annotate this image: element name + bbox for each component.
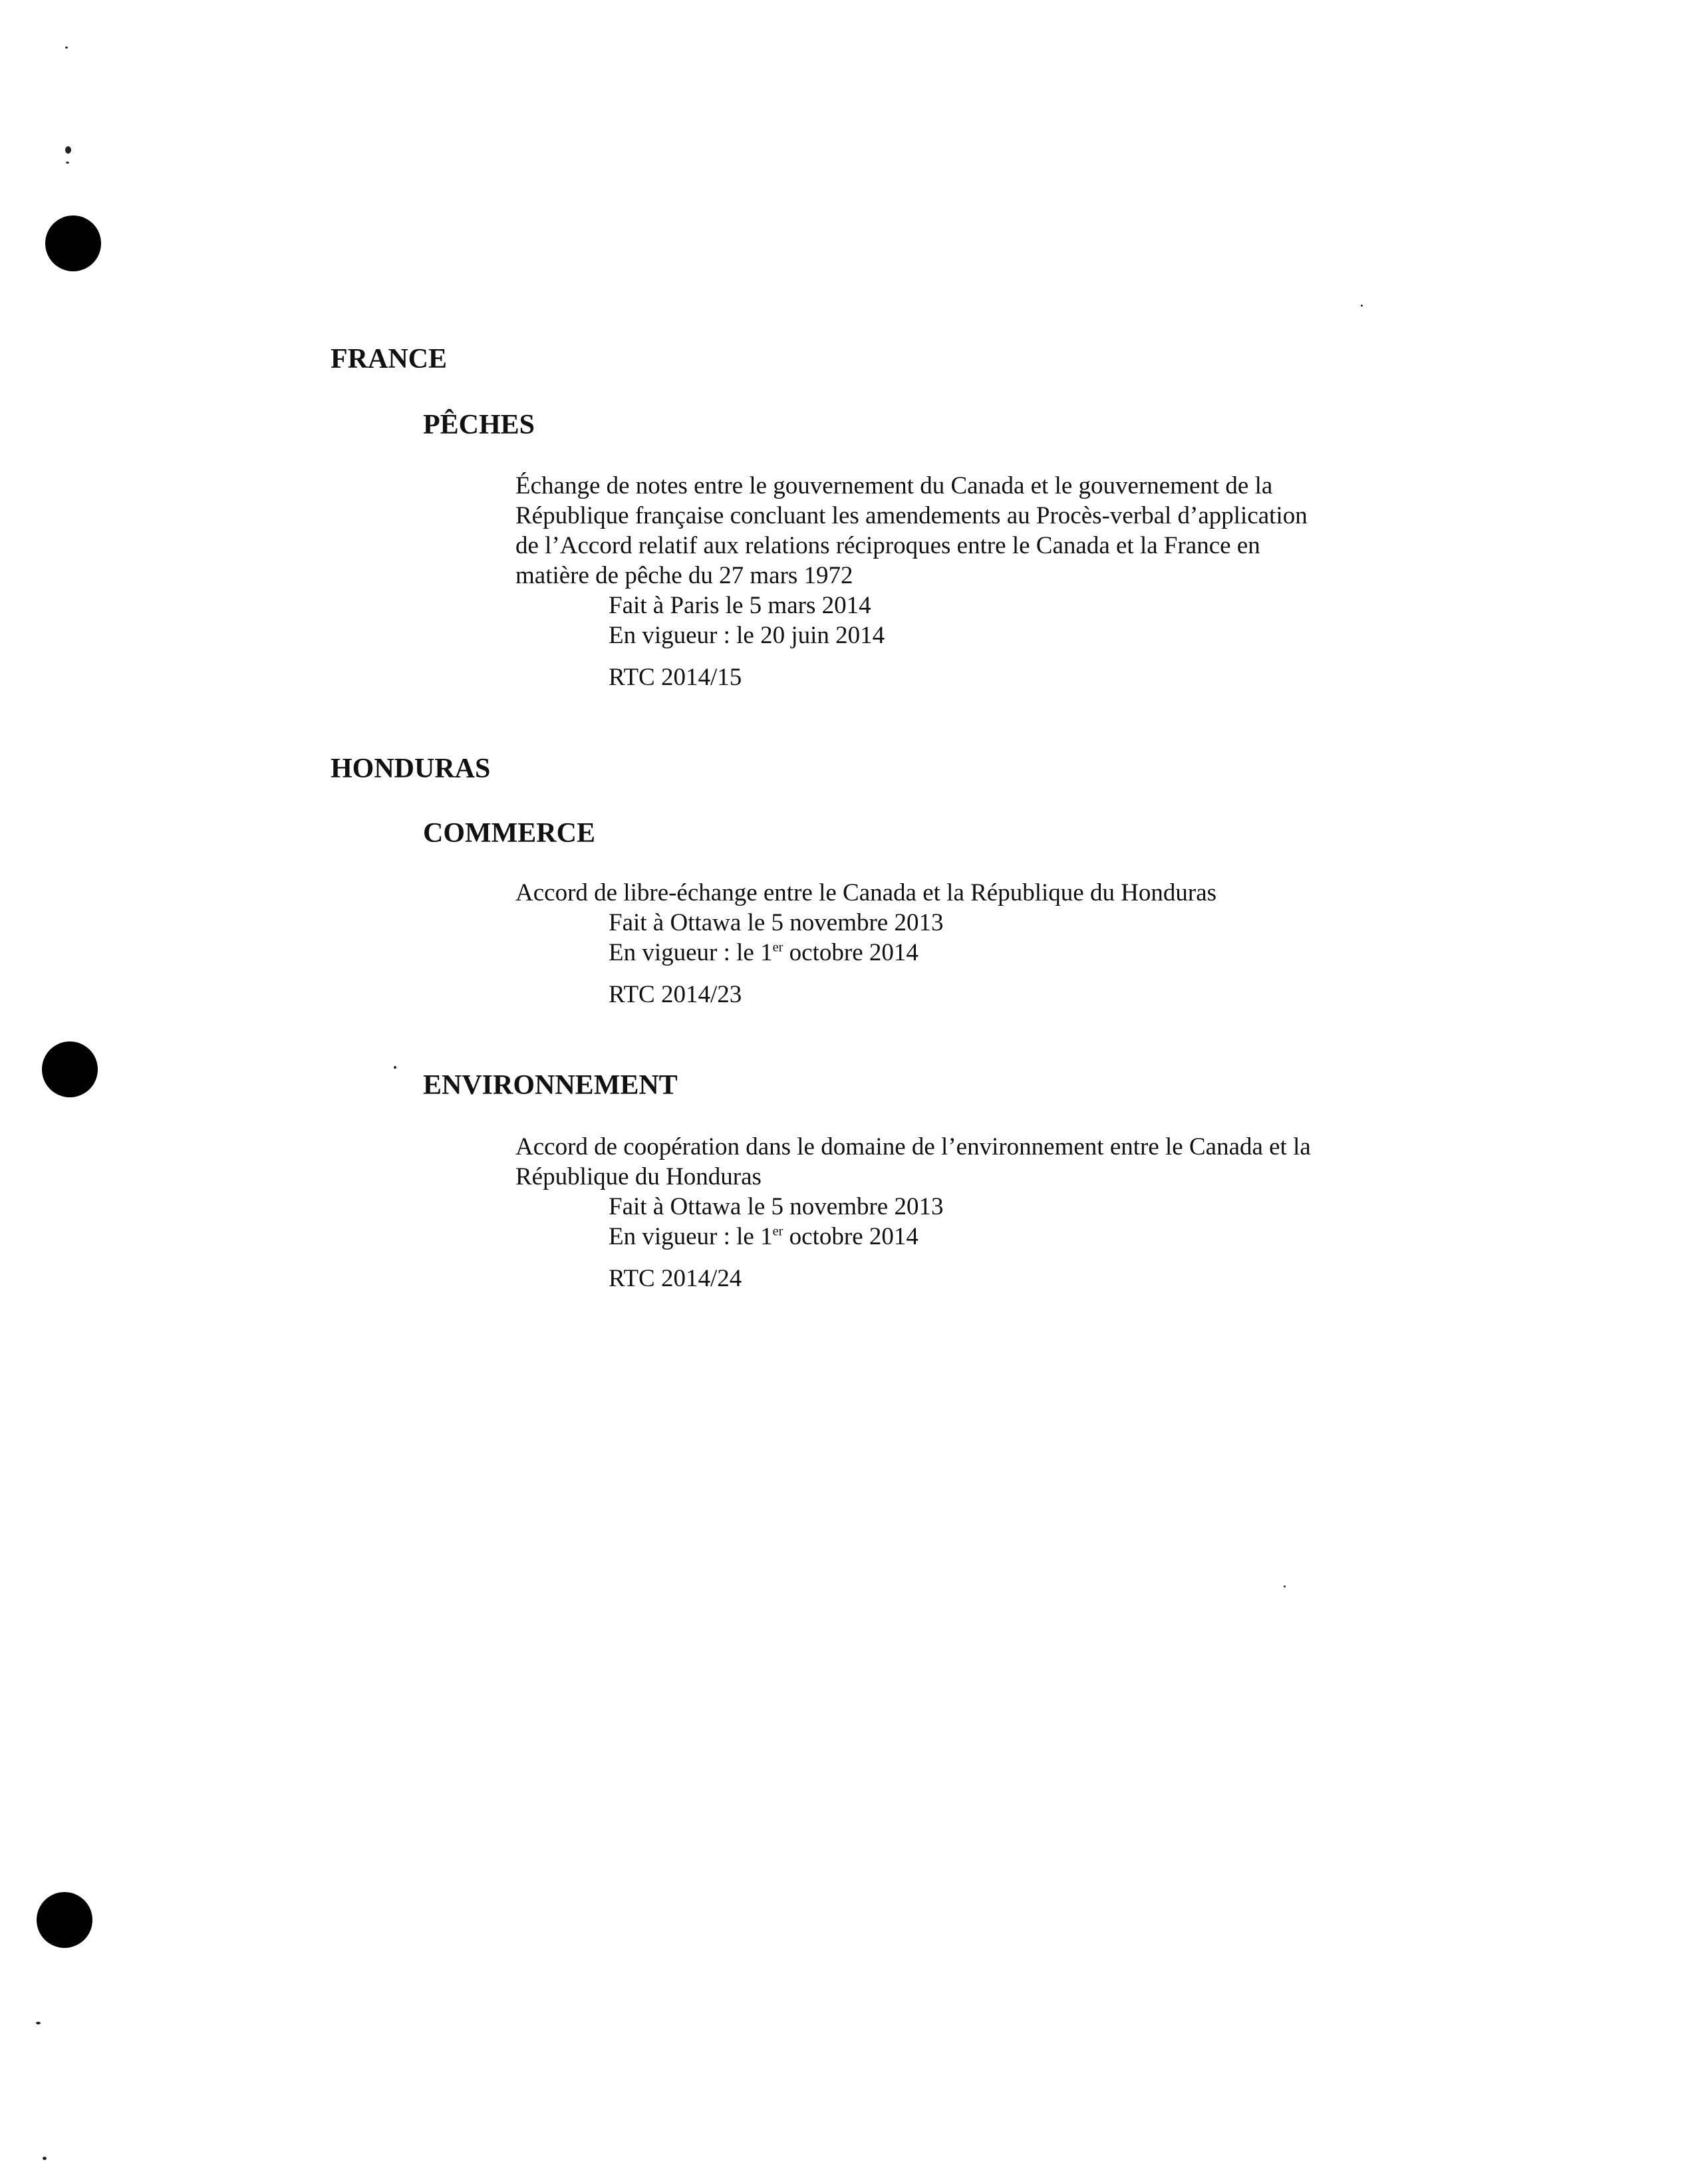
country-heading-france: FRANCE xyxy=(331,344,447,374)
in-force-prefix: En vigueur : le 1 xyxy=(609,939,773,966)
in-force-date: octobre 2014 xyxy=(783,939,918,966)
treaty-title: Échange de notes entre le gouvernement du Canada et le gouvernement de la République française concluant les amendements au Procès-verbal d’application de l’Accord relatif aux relations réciproques entre le Canada et la France en matière de pêche du 27 mars 1972 xyxy=(515,472,1308,589)
punch-hole-top xyxy=(45,215,101,271)
treaty-entry-france-peches xyxy=(515,471,1334,692)
treaty-in-force xyxy=(609,938,1334,968)
subject-heading-commerce: COMMERCE xyxy=(423,818,595,849)
punch-hole-bottom xyxy=(37,1892,92,1948)
scan-speck xyxy=(43,2157,47,2160)
scan-speck xyxy=(65,146,71,154)
subject-heading-environnement: ENVIRONNEMENT xyxy=(423,1070,678,1101)
treaty-reference: RTC 2014/23 xyxy=(609,981,742,1008)
scan-speck xyxy=(394,1066,396,1069)
treaty-signed: Fait à Ottawa le 5 novembre 2013 xyxy=(609,909,944,936)
in-force-date: octobre 2014 xyxy=(783,1223,918,1250)
scan-speck xyxy=(1284,1585,1286,1587)
ordinal-suffix: er xyxy=(772,940,783,955)
punch-hole-middle xyxy=(42,1041,98,1097)
treaty-in-force xyxy=(609,1222,1334,1252)
scan-speck xyxy=(36,2022,41,2024)
treaty-entry-honduras-commerce xyxy=(515,878,1334,1010)
treaty-title: Accord de coopération dans le domaine de l’environnement entre le Canada et la République du Honduras xyxy=(515,1133,1311,1190)
country-heading-honduras: HONDURAS xyxy=(331,753,491,784)
scan-speck xyxy=(65,47,68,49)
treaty-in-force: En vigueur : le 20 juin 2014 xyxy=(609,622,885,649)
treaty-reference: RTC 2014/24 xyxy=(609,1265,742,1292)
treaty-signed: Fait à Paris le 5 mars 2014 xyxy=(609,592,871,619)
ordinal-suffix: er xyxy=(772,1224,783,1239)
treaty-reference: RTC 2014/15 xyxy=(609,664,742,691)
treaty-signed: Fait à Ottawa le 5 novembre 2013 xyxy=(609,1193,944,1220)
subject-heading-peches: PÊCHES xyxy=(423,410,535,440)
treaty-entry-honduras-environnement xyxy=(515,1132,1334,1294)
treaty-title: Accord de libre-échange entre le Canada et la République du Honduras xyxy=(515,879,1217,906)
scan-speck xyxy=(1361,305,1363,307)
scan-speck xyxy=(66,162,69,164)
in-force-prefix: En vigueur : le 1 xyxy=(609,1223,773,1250)
